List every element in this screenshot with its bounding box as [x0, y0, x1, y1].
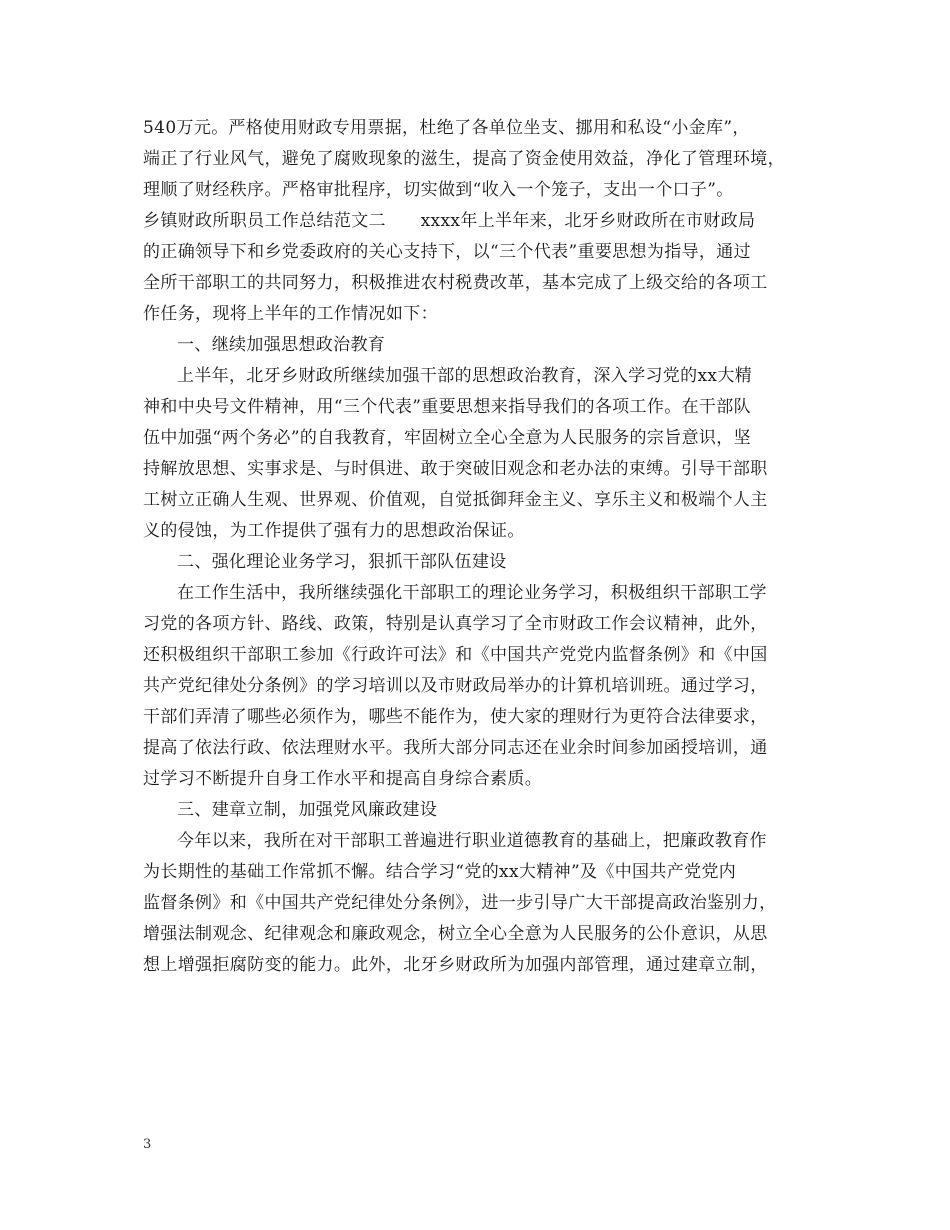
text-line: 540万元。严格使用财政专用票据，杜绝了各单位坐支、挪用和私设“小金库”， — [143, 118, 750, 138]
text-line: 为长期性的基础工作常抓不懈。结合学习“党的xx大精神”及《中国共产党党内 — [143, 862, 737, 882]
text-line: 在工作生活中，我所继续强化干部职工的理论业务学习，积极组织干部职工学 — [177, 583, 767, 603]
page-number: 3 — [143, 1137, 152, 1152]
text-line: 提高了依法行政、依法理财水平。我所大部分同志还在业余时间参加函授培训，通 — [143, 738, 768, 758]
text-line: 共产党纪律处分条例》的学习培训以及市财政局举办的计算机培训班。通过学习， — [143, 676, 768, 696]
text-line: 还积极组织干部职工参加《行政许可法》和《中国共产党党内监督条例》和《中国 — [143, 645, 768, 665]
document-body — [143, 113, 823, 981]
text-line: 全所干部职工的共同努力，积极推进农村税费改革，基本完成了上级交给的各项工 — [143, 273, 768, 293]
text-line: 工树立正确人生观、世界观、价值观，自觉抵御拜金主义、享乐主义和极端个人主 — [143, 490, 768, 510]
text-line: 持解放思想、实事求是、与时俱进、敢于突破旧观念和老办法的束缚。引导干部职 — [143, 459, 768, 479]
text-line: 义的侵蚀，为工作提供了强有力的思想政治保证。 — [143, 521, 525, 541]
text-line: 神和中央号文件精神，用“三个代表”重要思想来指导我们的各项工作。在干部队 — [143, 397, 751, 417]
text-line: 二、强化理论业务学习，狠抓干部队伍建设 — [177, 552, 507, 572]
text-line: 一、继续加强思想政治教育 — [177, 335, 386, 355]
text-line: 端正了行业风气，避免了腐败现象的滋生，提高了资金使用效益，净化了管理环境， — [143, 149, 785, 169]
text-line: 作任务，现将上半年的工作情况如下： — [143, 304, 438, 324]
text-line: 乡镇财政所职员工作总结范文二 xxxx年上半年来，北牙乡财政所在市财政局 — [143, 211, 756, 231]
text-line: 干部们弄清了哪些必须作为，哪些不能作为，使大家的理财行为更符合法律要求， — [143, 707, 768, 727]
text-line: 上半年，北牙乡财政所继续加强干部的思想政治教育，深入学习党的xx大精 — [177, 366, 753, 386]
text-line: 伍中加强“两个务必”的自我教育，牢固树立全心全意为人民服务的宗旨意识，坚 — [143, 428, 751, 448]
text-line: 的正确领导下和乡党委政府的关心支持下，以“三个代表”重要思想为指导，通过 — [143, 242, 751, 262]
text-line: 想上增强拒腐防变的能力。此外，北牙乡财政所为加强内部管理，通过建章立制， — [143, 955, 768, 975]
text-line: 理顺了财经秩序。严格审批程序，切实做到“收入一个笼子，支出一个口子”。 — [143, 180, 734, 200]
text-line: 监督条例》和《中国共产党纪律处分条例》，进一步引导广大干部提高政治鉴别力， — [143, 893, 777, 913]
text-line: 三、建章立制，加强党风廉政建设 — [177, 800, 438, 820]
text-line: 习党的各项方针、路线、政策，特别是认真学习了全市财政工作会议精神，此外， — [143, 614, 768, 634]
text-line: 过学习不断提升自身工作水平和提高自身综合素质。 — [143, 769, 543, 789]
text-line: 今年以来，我所在对干部职工普遍进行职业道德教育的基础上，把廉政教育作 — [177, 831, 767, 851]
text-line: 增强法制观念、纪律观念和廉政观念，树立全心全意为人民服务的公仆意识，从思 — [143, 924, 768, 944]
